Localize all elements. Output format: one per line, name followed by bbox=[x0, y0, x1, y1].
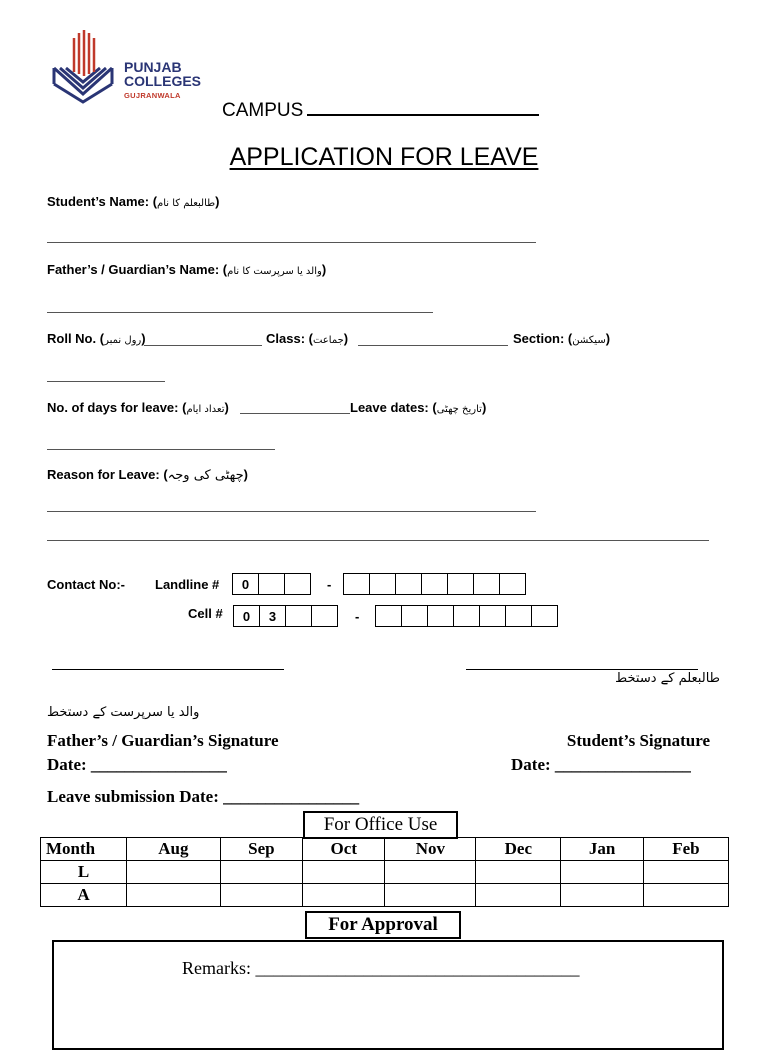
student-name-urdu: طالبعلم کا نام bbox=[157, 198, 216, 209]
leave-dates-line[interactable] bbox=[47, 449, 275, 450]
leave-dates-label-row: Leave dates: (تاریخ چھٹی) bbox=[350, 400, 487, 415]
days-label: No. of days for leave: bbox=[47, 400, 179, 415]
reason-line-1[interactable] bbox=[47, 511, 536, 512]
digit-box[interactable] bbox=[258, 573, 285, 595]
leave-dates-label: Leave dates: bbox=[350, 400, 429, 415]
digit-box[interactable] bbox=[369, 573, 396, 595]
table-row bbox=[41, 884, 729, 907]
digit-box[interactable] bbox=[395, 573, 422, 595]
student-name-label-row: Student’s Name: (طالبعلم کا نام) bbox=[47, 194, 220, 209]
roll-line[interactable] bbox=[144, 345, 262, 346]
days-line[interactable] bbox=[240, 413, 350, 414]
table-cell[interactable] bbox=[385, 884, 476, 907]
landline-dash: - bbox=[327, 577, 332, 592]
table-header-row bbox=[41, 838, 729, 861]
digit-box[interactable] bbox=[421, 573, 448, 595]
student-name-line[interactable] bbox=[47, 242, 536, 243]
table-cell[interactable] bbox=[476, 884, 561, 907]
approval-box bbox=[52, 940, 724, 1050]
landline-number-boxes bbox=[343, 573, 526, 595]
college-logo bbox=[48, 28, 208, 104]
digit-box[interactable] bbox=[401, 605, 428, 627]
student-date-row bbox=[511, 755, 691, 775]
submission-date-row bbox=[47, 787, 359, 807]
father-name-label: Father’s / Guardian’s Name: bbox=[47, 262, 220, 277]
row-label: L bbox=[41, 861, 127, 884]
cell-label: Cell # bbox=[188, 606, 223, 621]
remarks-label: Remarks: bbox=[182, 958, 251, 978]
class-line[interactable] bbox=[358, 345, 508, 346]
student-signature-label: Student’s Signature bbox=[566, 731, 710, 750]
landline-label: Landline # bbox=[155, 577, 220, 592]
father-signature-label: Father’s / Guardian’s Signature bbox=[47, 731, 279, 750]
column-header: Nov bbox=[385, 838, 476, 861]
campus-label: CAMPUS bbox=[222, 100, 304, 121]
page-title: APPLICATION FOR LEAVE bbox=[229, 143, 539, 171]
table-cell[interactable] bbox=[127, 861, 221, 884]
row-label: A bbox=[41, 884, 127, 907]
table-row bbox=[41, 861, 729, 884]
father-date-label: Date: bbox=[47, 755, 87, 774]
table-cell[interactable] bbox=[220, 861, 302, 884]
column-header: Aug bbox=[127, 838, 221, 861]
digit-box[interactable] bbox=[447, 573, 474, 595]
column-header: Jan bbox=[561, 838, 643, 861]
submission-date-label: Leave submission Date: bbox=[47, 787, 219, 806]
table-cell[interactable] bbox=[643, 884, 728, 907]
class-label-row: Class: (جماعت) bbox=[266, 331, 349, 346]
column-header: Feb bbox=[643, 838, 728, 861]
digit-box[interactable] bbox=[453, 605, 480, 627]
digit-box[interactable] bbox=[285, 605, 312, 627]
reason-line-2[interactable] bbox=[47, 540, 709, 541]
table-cell[interactable] bbox=[127, 884, 221, 907]
office-use-heading: For Office Use bbox=[303, 811, 458, 839]
student-name-label: Student’s Name: bbox=[47, 194, 150, 209]
father-name-line[interactable] bbox=[47, 312, 433, 313]
approval-heading: For Approval bbox=[305, 911, 461, 939]
digit-box[interactable] bbox=[473, 573, 500, 595]
contact-label: Contact No:- bbox=[47, 577, 125, 592]
digit-box[interactable] bbox=[499, 573, 526, 595]
digit-box[interactable] bbox=[343, 573, 370, 595]
column-header: Month bbox=[41, 838, 127, 861]
campus-row bbox=[222, 100, 539, 122]
office-attendance-table bbox=[40, 837, 729, 907]
reason-urdu: چھٹی کی وجہ bbox=[167, 468, 244, 483]
digit-box[interactable] bbox=[427, 605, 454, 627]
roll-label: Roll No. bbox=[47, 331, 97, 346]
cell-dash: - bbox=[355, 609, 360, 624]
digit-box[interactable] bbox=[375, 605, 402, 627]
reason-label: Reason for Leave: bbox=[47, 467, 160, 482]
table-cell[interactable] bbox=[303, 861, 385, 884]
digit-box[interactable] bbox=[505, 605, 532, 627]
remarks-row bbox=[182, 958, 580, 979]
leave-dates-urdu: تاریخ چھٹی bbox=[436, 404, 482, 415]
father-name-urdu: والد یا سرپرست کا نام bbox=[227, 266, 322, 277]
digit-box[interactable] bbox=[284, 573, 311, 595]
father-date-row bbox=[47, 755, 227, 775]
column-header: Sep bbox=[220, 838, 302, 861]
section-urdu: سیکشن bbox=[572, 335, 606, 346]
roll-urdu: رول نمبر bbox=[104, 335, 142, 346]
cell-number-boxes bbox=[375, 605, 558, 627]
father-signature-urdu: والد یا سرپرست کے دستخط bbox=[47, 705, 200, 720]
table-cell[interactable] bbox=[476, 861, 561, 884]
cell-prefix-boxes bbox=[233, 605, 338, 627]
submission-date-line[interactable]: ________________ bbox=[223, 787, 360, 806]
column-header: Dec bbox=[476, 838, 561, 861]
father-name-label-row: Father’s / Guardian’s Name: (والد یا سرپرست کا نام) bbox=[47, 262, 327, 277]
student-signature-urdu: طالبعلم کے دستخط bbox=[615, 671, 720, 686]
digit-box[interactable]: 0 bbox=[233, 605, 260, 627]
digit-box[interactable] bbox=[479, 605, 506, 627]
logo-sub: GUJRANWALA bbox=[124, 91, 181, 100]
table-cell[interactable] bbox=[643, 861, 728, 884]
logo-line1: PUNJAB bbox=[124, 59, 182, 75]
father-signature-line[interactable] bbox=[52, 669, 284, 670]
reason-label-row: Reason for Leave: (چھٹی کی وجہ) bbox=[47, 467, 249, 483]
table-cell[interactable] bbox=[561, 884, 643, 907]
section-label-row: Section: (سیکشن) bbox=[513, 331, 611, 346]
father-date-line[interactable]: ________________ bbox=[90, 755, 227, 774]
remarks-line[interactable]: ____________________________________ bbox=[255, 958, 580, 978]
digit-box[interactable]: 0 bbox=[232, 573, 259, 595]
roll-label-row: Roll No. (رول نمبر) bbox=[47, 331, 146, 346]
landline-prefix-boxes bbox=[232, 573, 311, 595]
class-label: Class: bbox=[266, 331, 306, 346]
days-label-row: No. of days for leave: (تعداد ایام) bbox=[47, 400, 229, 415]
digit-box[interactable] bbox=[531, 605, 558, 627]
student-date-line[interactable]: ________________ bbox=[554, 755, 691, 774]
table-cell[interactable] bbox=[303, 884, 385, 907]
days-urdu: تعداد ایام bbox=[186, 404, 225, 415]
section-label: Section: bbox=[513, 331, 565, 346]
table-cell[interactable] bbox=[561, 861, 643, 884]
campus-input-line[interactable] bbox=[307, 100, 539, 116]
logo-line2: COLLEGES bbox=[124, 73, 202, 89]
logo-emblem-icon bbox=[50, 28, 116, 104]
student-signature-line[interactable] bbox=[466, 669, 698, 670]
student-date-label: Date: bbox=[511, 755, 551, 774]
digit-box[interactable]: 3 bbox=[259, 605, 286, 627]
table-cell[interactable] bbox=[220, 884, 302, 907]
section-line[interactable] bbox=[47, 381, 165, 382]
table-cell[interactable] bbox=[385, 861, 476, 884]
class-urdu: جماعت bbox=[312, 335, 344, 346]
column-header: Oct bbox=[303, 838, 385, 861]
digit-box[interactable] bbox=[311, 605, 338, 627]
